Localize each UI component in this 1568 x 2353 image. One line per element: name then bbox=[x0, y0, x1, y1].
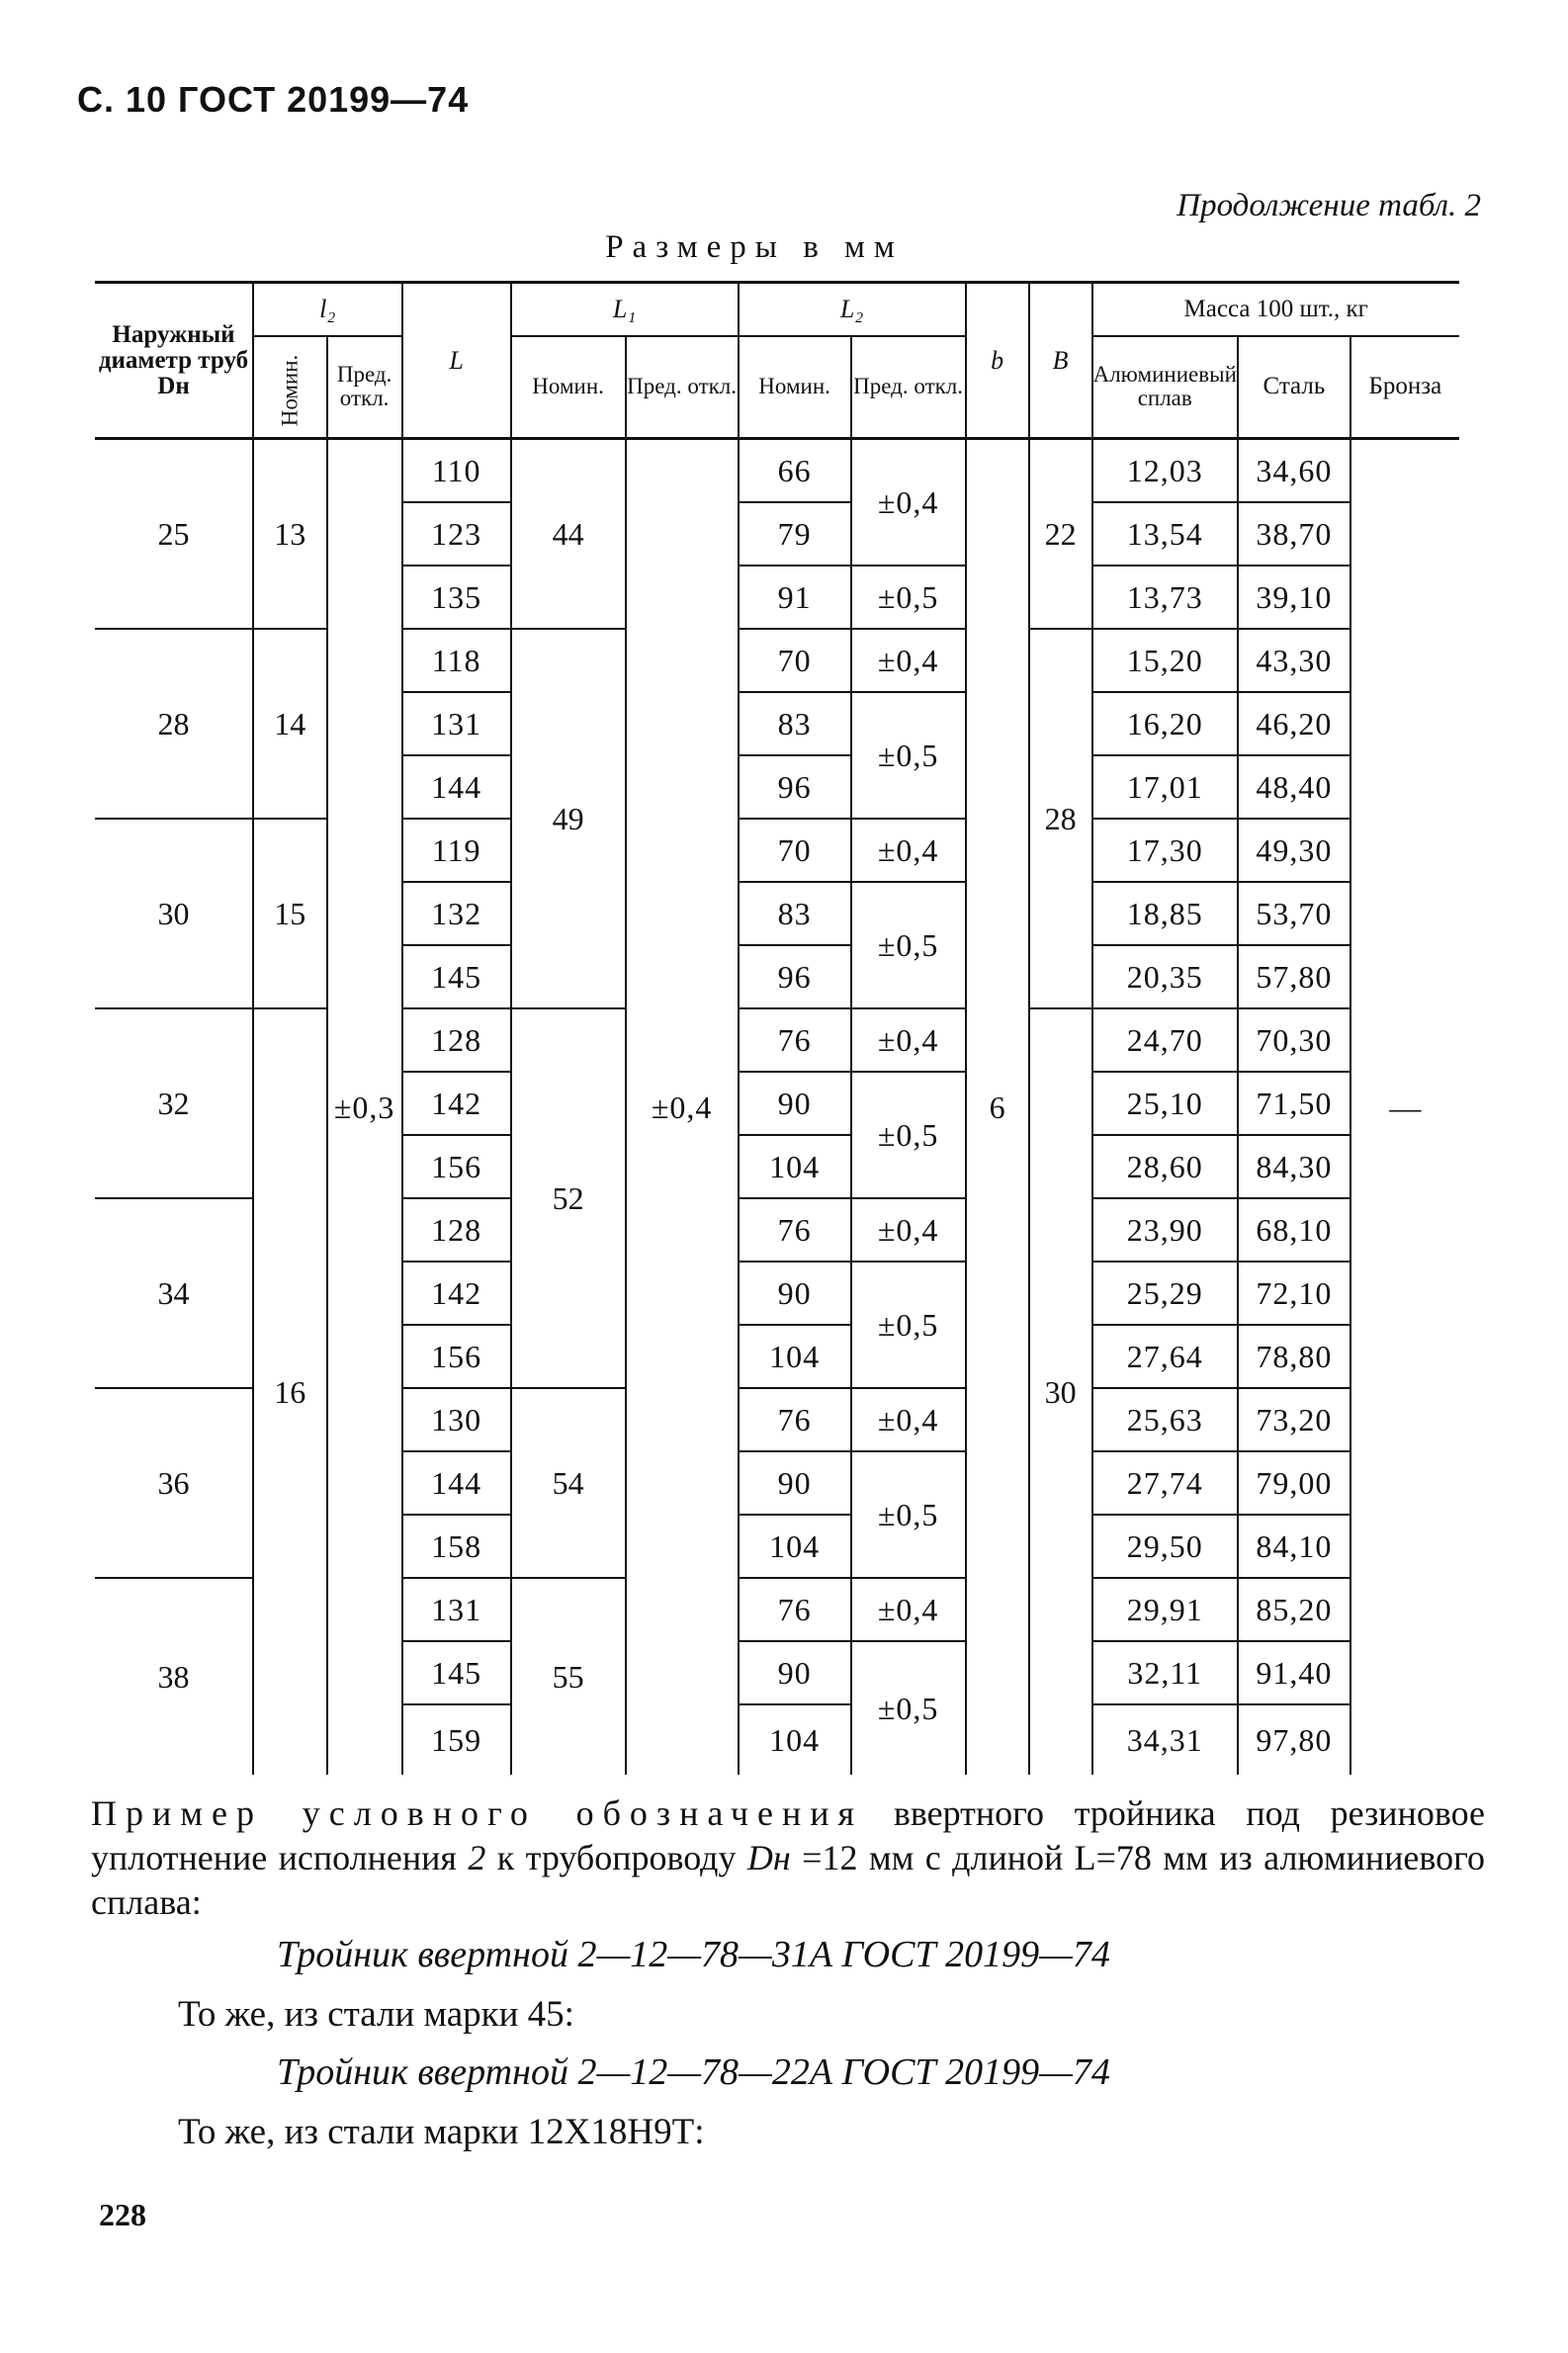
header-L: L bbox=[402, 283, 511, 439]
B-cell: 30 bbox=[1029, 1008, 1092, 1775]
L-cell: 128 bbox=[402, 1008, 511, 1072]
table-continuation-caption: Продолжение табл. 2 bbox=[1176, 188, 1481, 223]
header-L2-group: L₂ bbox=[739, 283, 966, 336]
mass-steel-cell: 71,50 bbox=[1238, 1072, 1350, 1135]
mass-al-cell: 13,54 bbox=[1092, 502, 1238, 566]
L2-cell: 104 bbox=[739, 1704, 851, 1775]
header-L1-nom: Номин. bbox=[511, 336, 626, 439]
L1-nom-cell: 52 bbox=[511, 1008, 626, 1388]
L1-nom-cell: 54 bbox=[511, 1388, 626, 1578]
L2-cell: 96 bbox=[739, 945, 851, 1008]
L-cell: 130 bbox=[402, 1388, 511, 1451]
L-cell: 145 bbox=[402, 945, 511, 1008]
mass-al-cell: 27,64 bbox=[1092, 1325, 1238, 1388]
l2-nom-cell: 16 bbox=[253, 1008, 327, 1775]
L2-tol-cell: ±0,4 bbox=[851, 1198, 966, 1262]
L-cell: 110 bbox=[402, 439, 511, 503]
header-mass-steel: Сталь bbox=[1238, 336, 1350, 439]
header-L2-nom: Номин. bbox=[739, 336, 851, 439]
mass-steel-cell: 53,70 bbox=[1238, 882, 1350, 945]
diameter-cell: 30 bbox=[95, 819, 253, 1008]
L1-tol-cell: ±0,4 bbox=[626, 439, 739, 1776]
l2-nom-cell: 15 bbox=[253, 819, 327, 1008]
header-L1-group: L₁ bbox=[511, 283, 739, 336]
header-L1-tol: Пред. откл. bbox=[626, 336, 739, 439]
mass-steel-cell: 57,80 bbox=[1238, 945, 1350, 1008]
mass-al-cell: 20,35 bbox=[1092, 945, 1238, 1008]
units-caption bbox=[0, 229, 1568, 266]
L-cell: 144 bbox=[402, 1451, 511, 1515]
mass-steel-cell: 39,10 bbox=[1238, 566, 1350, 629]
L2-tol-cell: ±0,5 bbox=[851, 1262, 966, 1388]
page-number: 228 bbox=[99, 2197, 146, 2232]
designation-text-3: =12 мм с длиной L=78 мм из алюминиевого сплава: bbox=[91, 1838, 1486, 1922]
mass-al-cell: 25,10 bbox=[1092, 1072, 1238, 1135]
mass-al-cell: 25,29 bbox=[1092, 1262, 1238, 1325]
L2-tol-cell: ±0,4 bbox=[851, 439, 966, 566]
designation-dn: Dн bbox=[746, 1838, 791, 1877]
mass-al-cell: 25,63 bbox=[1092, 1388, 1238, 1451]
mass-steel-cell: 49,30 bbox=[1238, 819, 1350, 882]
L2-tol-cell: ±0,4 bbox=[851, 1388, 966, 1451]
B-cell: 28 bbox=[1029, 629, 1092, 1008]
mass-al-cell: 17,01 bbox=[1092, 755, 1238, 819]
L-cell: 132 bbox=[402, 882, 511, 945]
L2-cell: 96 bbox=[739, 755, 851, 819]
header-mass-al: Алюминиевый сплав bbox=[1092, 336, 1238, 439]
L-cell: 159 bbox=[402, 1704, 511, 1775]
table-row bbox=[95, 1008, 1459, 1072]
L2-tol-cell: ±0,5 bbox=[851, 1451, 966, 1578]
L2-cell: 104 bbox=[739, 1515, 851, 1578]
l2-tol-cell: ±0,3 bbox=[327, 439, 402, 1776]
L-cell: 158 bbox=[402, 1515, 511, 1578]
mass-steel-cell: 70,30 bbox=[1238, 1008, 1350, 1072]
L-cell: 135 bbox=[402, 566, 511, 629]
table-row bbox=[95, 629, 1459, 692]
header-outer-diameter bbox=[95, 283, 253, 439]
L2-cell: 90 bbox=[739, 1262, 851, 1325]
mass-steel-cell: 91,40 bbox=[1238, 1641, 1350, 1704]
mass-steel-cell: 79,00 bbox=[1238, 1451, 1350, 1515]
L2-tol-cell: ±0,5 bbox=[851, 1641, 966, 1775]
l2-nom-cell: 14 bbox=[253, 629, 327, 819]
header-L2-tol: Пред. откл. bbox=[851, 336, 966, 439]
mass-steel-cell: 73,20 bbox=[1238, 1388, 1350, 1451]
mass-al-cell: 29,91 bbox=[1092, 1578, 1238, 1641]
header-mass-bronze: Бронза bbox=[1350, 336, 1459, 439]
header-l2-nom-text: Номин. bbox=[277, 354, 303, 427]
units-text: Размеры в мм bbox=[605, 229, 904, 265]
dimensions-table bbox=[95, 281, 1459, 1775]
header-l2-group: l₂ bbox=[253, 283, 402, 336]
diameter-cell: 28 bbox=[95, 629, 253, 819]
L2-cell: 83 bbox=[739, 692, 851, 755]
L1-nom-cell: 55 bbox=[511, 1578, 626, 1775]
mass-al-cell: 23,90 bbox=[1092, 1198, 1238, 1262]
mass-steel-cell: 78,80 bbox=[1238, 1325, 1350, 1388]
diameter-cell: 34 bbox=[95, 1198, 253, 1388]
L1-nom-cell: 44 bbox=[511, 439, 626, 630]
mass-al-cell: 34,31 bbox=[1092, 1704, 1238, 1775]
running-title: С. 10 ГОСТ 20199—74 bbox=[77, 79, 470, 120]
designation-lead: Пример условного обозначения bbox=[91, 1793, 864, 1833]
L-cell: 156 bbox=[402, 1135, 511, 1198]
designation-text-2: к трубопроводу bbox=[485, 1838, 747, 1877]
L2-cell: 79 bbox=[739, 502, 851, 566]
mass-steel-cell: 85,20 bbox=[1238, 1578, 1350, 1641]
L2-cell: 76 bbox=[739, 1008, 851, 1072]
mass-steel-cell: 46,20 bbox=[1238, 692, 1350, 755]
table-row bbox=[95, 439, 1459, 503]
L2-cell: 90 bbox=[739, 1641, 851, 1704]
mass-al-cell: 16,20 bbox=[1092, 692, 1238, 755]
L-cell: 128 bbox=[402, 1198, 511, 1262]
mass-al-cell: 27,74 bbox=[1092, 1451, 1238, 1515]
L2-cell: 76 bbox=[739, 1578, 851, 1641]
L-cell: 119 bbox=[402, 819, 511, 882]
L-cell: 156 bbox=[402, 1325, 511, 1388]
diameter-cell: 25 bbox=[95, 439, 253, 630]
mass-al-cell: 15,20 bbox=[1092, 629, 1238, 692]
L-cell: 123 bbox=[402, 502, 511, 566]
diameter-cell: 32 bbox=[95, 1008, 253, 1198]
L-cell: 131 bbox=[402, 692, 511, 755]
example-designation-1: Тройник ввертной 2—12—78—31А ГОСТ 20199—74 bbox=[277, 1934, 1110, 1975]
header-l2-nom bbox=[253, 336, 327, 439]
L1-nom-cell: 49 bbox=[511, 629, 626, 1008]
mass-bronze-cell: — bbox=[1350, 439, 1459, 1776]
steel-12x18h9t-note: То же, из стали марки 12Х18Н9Т: bbox=[178, 2112, 705, 2152]
mass-al-cell: 17,30 bbox=[1092, 819, 1238, 882]
l2-nom-cell: 13 bbox=[253, 439, 327, 630]
L2-tol-cell: ±0,5 bbox=[851, 882, 966, 1008]
designation-paragraph bbox=[91, 1791, 1485, 1925]
header-l2-tol: Пред. откл. bbox=[327, 336, 402, 439]
L2-cell: 70 bbox=[739, 819, 851, 882]
L-cell: 118 bbox=[402, 629, 511, 692]
L2-tol-cell: ±0,5 bbox=[851, 1072, 966, 1198]
mass-steel-cell: 43,30 bbox=[1238, 629, 1350, 692]
mass-al-cell: 28,60 bbox=[1092, 1135, 1238, 1198]
mass-steel-cell: 38,70 bbox=[1238, 502, 1350, 566]
mass-steel-cell: 84,30 bbox=[1238, 1135, 1350, 1198]
header-outer-diameter-text: Наружный диаметр труб Dн bbox=[98, 320, 249, 399]
designation-text-1: ввертного тройника под резиновое уплотнение исполнения bbox=[91, 1793, 1485, 1877]
example-designation-2: Тройник ввертной 2—12—78—22А ГОСТ 20199—74 bbox=[277, 2051, 1110, 2093]
L2-tol-cell: ±0,4 bbox=[851, 819, 966, 882]
L-cell: 144 bbox=[402, 755, 511, 819]
L2-cell: 104 bbox=[739, 1325, 851, 1388]
L2-tol-cell: ±0,4 bbox=[851, 629, 966, 692]
header-b: b bbox=[966, 283, 1029, 439]
mass-al-cell: 24,70 bbox=[1092, 1008, 1238, 1072]
L2-tol-cell: ±0,5 bbox=[851, 566, 966, 629]
L2-cell: 66 bbox=[739, 439, 851, 503]
steel-45-note: То же, из стали марки 45: bbox=[178, 1994, 574, 2035]
L2-cell: 83 bbox=[739, 882, 851, 945]
L-cell: 145 bbox=[402, 1641, 511, 1704]
mass-al-cell: 29,50 bbox=[1092, 1515, 1238, 1578]
header-B: B bbox=[1029, 283, 1092, 439]
L-cell: 142 bbox=[402, 1072, 511, 1135]
L2-cell: 70 bbox=[739, 629, 851, 692]
mass-al-cell: 18,85 bbox=[1092, 882, 1238, 945]
B-cell: 22 bbox=[1029, 439, 1092, 630]
header-mass-group: Масса 100 шт., кг bbox=[1092, 283, 1459, 336]
L2-cell: 91 bbox=[739, 566, 851, 629]
mass-steel-cell: 68,10 bbox=[1238, 1198, 1350, 1262]
L2-cell: 104 bbox=[739, 1135, 851, 1198]
diameter-cell: 36 bbox=[95, 1388, 253, 1578]
designation-version: 2 bbox=[468, 1838, 486, 1877]
L2-cell: 90 bbox=[739, 1072, 851, 1135]
mass-al-cell: 13,73 bbox=[1092, 566, 1238, 629]
diameter-cell: 38 bbox=[157, 1658, 190, 1695]
mass-al-cell: 32,11 bbox=[1092, 1641, 1238, 1704]
L-cell: 142 bbox=[402, 1262, 511, 1325]
L2-tol-cell: ±0,4 bbox=[851, 1008, 966, 1072]
mass-steel-cell: 48,40 bbox=[1238, 755, 1350, 819]
mass-al-cell: 12,03 bbox=[1092, 439, 1238, 503]
mass-steel-cell: 84,10 bbox=[1238, 1515, 1350, 1578]
table-row bbox=[95, 819, 1459, 882]
b-cell: 6 bbox=[966, 439, 1029, 1776]
L2-tol-cell: ±0,4 bbox=[851, 1578, 966, 1641]
L2-cell: 76 bbox=[739, 1388, 851, 1451]
L2-tol-cell: ±0,5 bbox=[851, 692, 966, 819]
mass-steel-cell: 34,60 bbox=[1238, 439, 1350, 503]
mass-steel-cell: 72,10 bbox=[1238, 1262, 1350, 1325]
L2-cell: 90 bbox=[739, 1451, 851, 1515]
L-cell: 131 bbox=[402, 1578, 511, 1641]
L2-cell: 76 bbox=[739, 1198, 851, 1262]
mass-steel-cell: 97,80 bbox=[1238, 1704, 1350, 1775]
